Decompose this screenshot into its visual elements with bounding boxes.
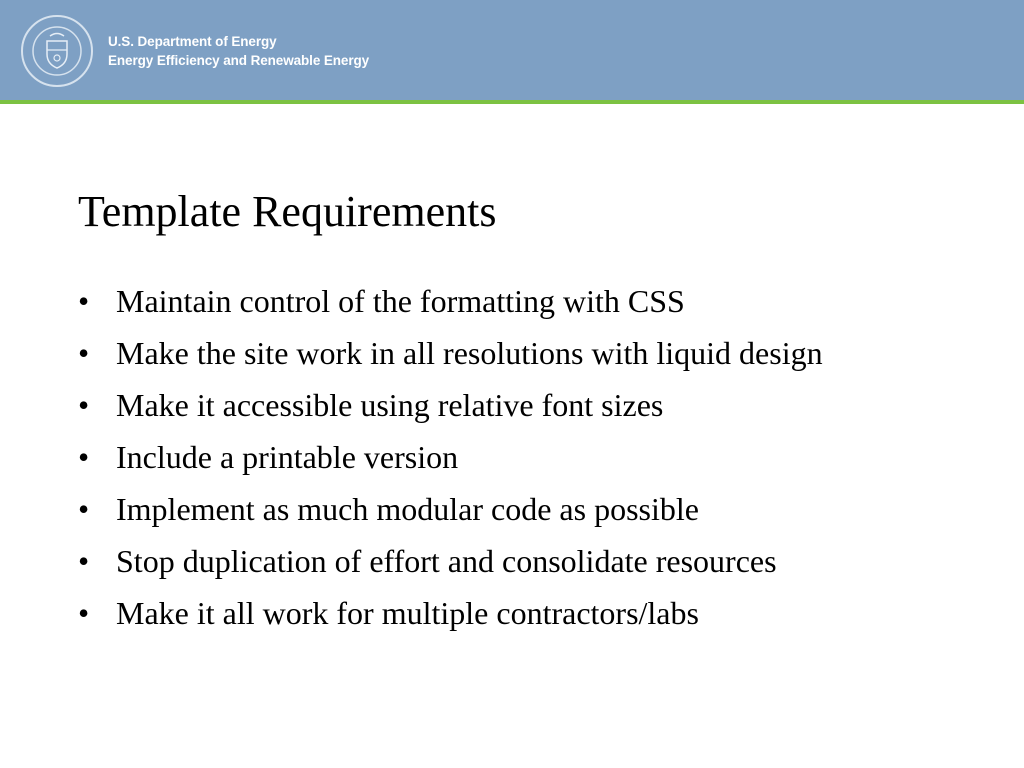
- bullet-glyph: •: [78, 439, 90, 475]
- bullet-item: [76, 436, 976, 478]
- organization-name: [108, 33, 369, 71]
- header-green-rule: [0, 100, 1024, 104]
- header-bar: [0, 0, 1024, 100]
- bullet-item: [76, 280, 976, 322]
- bullet-item: [76, 540, 976, 582]
- doe-seal-logo: [20, 14, 94, 88]
- bullet-text: Stop duplication of effort and consolidate resources: [116, 543, 777, 579]
- org-office: Energy Efficiency and Renewable Energy: [108, 53, 370, 68]
- bullet-glyph: •: [78, 543, 90, 579]
- bullet-glyph: •: [78, 283, 90, 319]
- bullet-item: [76, 384, 976, 426]
- bullet-item: [76, 592, 976, 634]
- org-department: U.S. Department of Energy: [108, 34, 277, 49]
- bullet-glyph: •: [78, 387, 90, 423]
- bullet-glyph: •: [78, 491, 90, 527]
- bullet-text: Make it all work for multiple contractors/labs: [116, 595, 699, 631]
- bullet-text: Make the site work in all resolutions with liquid design: [116, 335, 823, 371]
- bullet-item: [76, 488, 976, 530]
- bullet-text: Maintain control of the formatting with CSS: [116, 283, 685, 319]
- slide-title: Template Requirements: [78, 187, 497, 236]
- bullet-glyph: •: [78, 335, 90, 371]
- bullet-list: [76, 280, 976, 644]
- bullet-text: Make it accessible using relative font sizes: [116, 387, 664, 423]
- bullet-text: Include a printable version: [116, 439, 459, 475]
- bullet-glyph: •: [78, 595, 90, 631]
- bullet-text: Implement as much modular code as possible: [116, 491, 699, 527]
- bullet-item: [76, 332, 976, 374]
